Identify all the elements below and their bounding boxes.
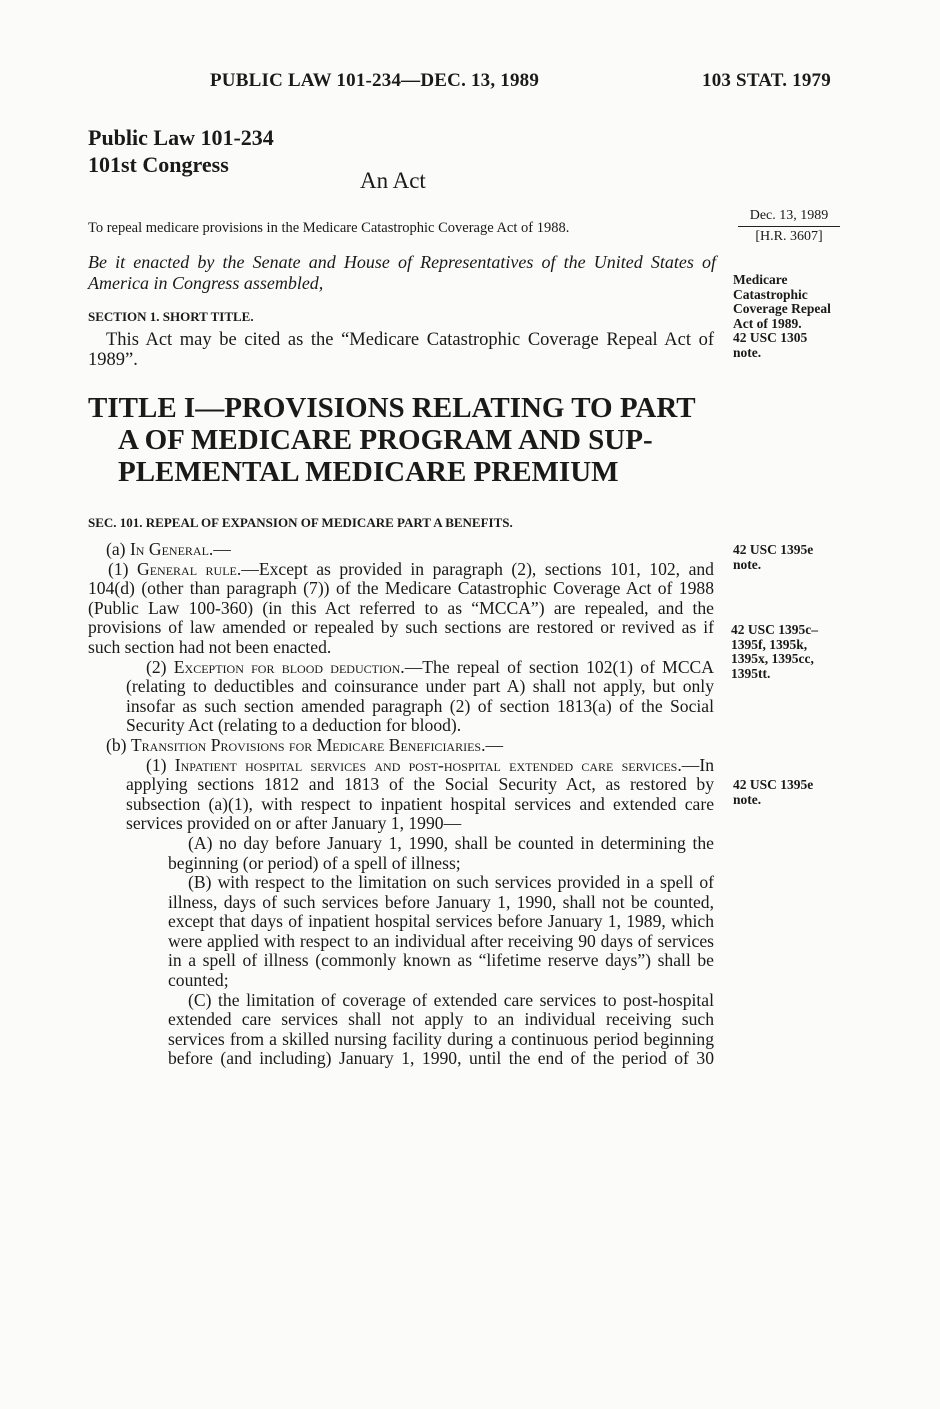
margin-line: note. [733, 556, 762, 572]
margin-line: 1395tt. [731, 665, 771, 681]
section-1-heading: SECTION 1. SHORT TITLE. [88, 309, 254, 324]
law-number: Public Law 101-234 [88, 125, 274, 150]
margin-line: 42 USC 1395e [733, 542, 814, 557]
subsection-label: (b) [106, 734, 131, 755]
paragraph-heading: General rule. [137, 558, 242, 579]
margin-line: Act of 1989. [733, 315, 802, 331]
paragraph-label: (1) [108, 558, 138, 579]
running-header-right: 103 STAT. 1979 [702, 70, 831, 91]
paragraph-text: —The repeal of section 102(1) of MCCA (relating to deductibles and coinsurance under part A) shall not apply, but only insofar as such section amended paragraph (2) of section 1813(a) of the Social Security Act (relating to a deduction for blood). [126, 656, 714, 736]
margin-note-usc-c [733, 778, 813, 807]
margin-line: Coverage Repeal [733, 301, 831, 316]
subparagraph-A: (A) no day before January 1, 1990, shall be counted in determining the beginning (or period) of a spell of illness; [168, 832, 714, 873]
subparagraph-B: (B) with respect to the limitation on such services provided in a spell of illness, days of such services before January 1, 1990, shall not be counted, except that days of inpatient hospital services before January 1, 1989, which were applied with respect to an individual after receiving 90 days of services in a spell of illness (commonly known as “lifetime reserve days”) shall be counted; [168, 872, 714, 991]
paragraph-b1 [88, 756, 714, 834]
paragraph-a1 [50, 560, 714, 658]
margin-line: note. [733, 344, 762, 360]
subsection-label: (a) [106, 539, 130, 559]
title-line-2: A OF MEDICARE PROGRAM AND SUP- [118, 424, 653, 456]
margin-note-short-title [733, 273, 831, 360]
enactment-date-block [738, 208, 840, 245]
act-label: An Act [360, 168, 426, 193]
congress-number: 101st Congress [88, 152, 229, 177]
paragraph-a2 [88, 658, 714, 736]
margin-line: 42 USC 1395e [733, 777, 814, 792]
paragraph-heading: Inpatient hospital services and post-hospital extended care services. [174, 754, 682, 775]
subsection-a [88, 540, 714, 560]
title-i-heading [88, 392, 728, 488]
law-identifier [88, 124, 274, 178]
margin-line: 1395x, 1395cc, [731, 651, 814, 666]
margin-line: 42 USC 1395c– [731, 622, 818, 637]
section-101-body [88, 540, 714, 1069]
subsection-heading: In General. [129, 539, 214, 559]
dash: — [213, 539, 231, 559]
running-header-left: PUBLIC LAW 101-234—DEC. 13, 1989 [210, 70, 540, 91]
enacting-clause: Be it enacted by the Senate and House of Representatives of the United States of America in Congress assembled, [88, 252, 716, 293]
margin-note-usc-a [733, 543, 813, 572]
title-line-1: TITLE I—PROVISIONS RELATING TO PART [88, 392, 696, 424]
paragraph-text: —In applying sections 1812 and 1813 of the Social Security Act, as restored by subsection (a)(1), with respect to inpatient hospital services and extended care services provided on or after January 1, 1990— [126, 754, 714, 834]
paragraph-text: —Except as provided in paragraph (2), sections 101, 102, and 104(d) (other than paragraph (7)) of the Medicare Catastrophic Coverage Act of 1988 (Public Law 100-360) (in this Act referred to as “MCCA”) are repealed, and the provisions of law amended or repealed by such sections are restored or revived as if such section had not been enacted. [88, 558, 714, 657]
title-line-3: PLEMENTAL MEDICARE PREMIUM [118, 456, 619, 488]
enactment-date: Dec. 13, 1989 [738, 208, 840, 227]
margin-line: Catastrophic [733, 286, 808, 302]
paragraph-label: (1) [146, 754, 175, 775]
margin-note-usc-b [731, 623, 818, 681]
margin-line: 42 USC 1305 [733, 330, 808, 345]
bill-number: [H.R. 3607] [755, 229, 823, 244]
act-purpose: To repeal medicare provisions in the Medicare Catastrophic Coverage Act of 1988. [88, 220, 570, 236]
section-1-text: This Act may be cited as the “Medicare Catastrophic Coverage Repeal Act of 1989”. [88, 330, 714, 370]
margin-line: 1395f, 1395k, [731, 636, 808, 652]
dash: — [485, 734, 504, 755]
margin-line: Medicare [733, 272, 788, 287]
margin-line: note. [733, 791, 762, 807]
subsection-b [88, 736, 714, 756]
subparagraph-C: (C) the limitation of coverage of extended care services to post-hospital extended care services shall not apply to an individual receiving such services from a skilled nursing facility during a continuous period beginning before (and including) January 1, 1990, until the end of the period of 30 [168, 989, 714, 1069]
subsection-heading: Transition Provisions for Medicare Beneficiaries. [130, 734, 486, 755]
section-101-heading: SEC. 101. REPEAL OF EXPANSION OF MEDICARE PART A BENEFITS. [88, 515, 513, 530]
paragraph-label: (2) [146, 656, 174, 677]
paragraph-heading: Exception for blood deduction. [173, 656, 405, 677]
